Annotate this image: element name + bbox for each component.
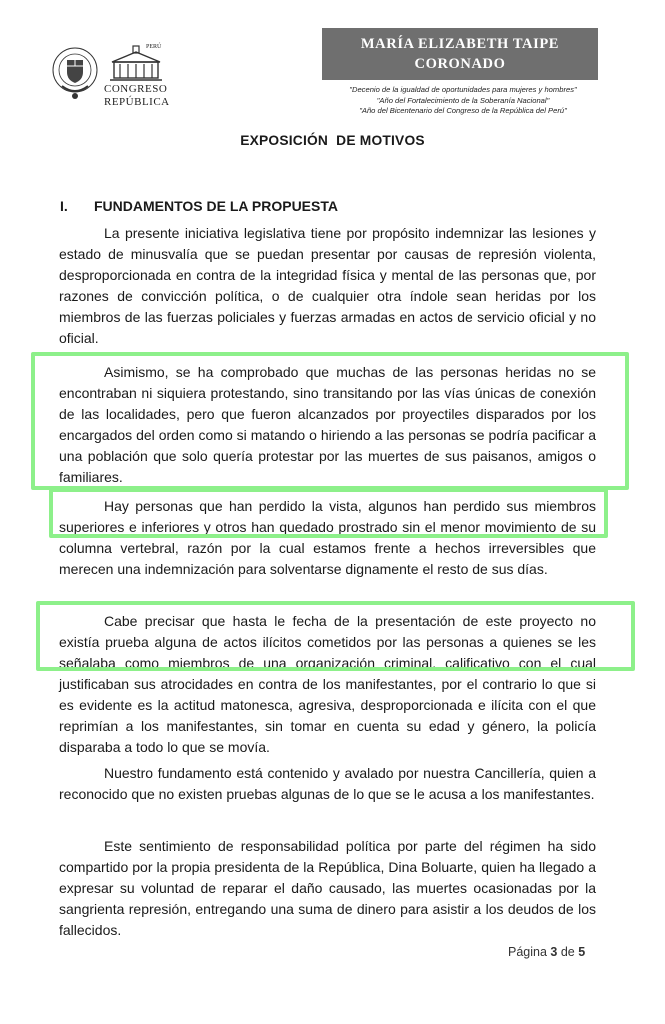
page-total: 5 (578, 945, 586, 959)
author-name-line-2: CORONADO (414, 56, 506, 72)
motto-line: "Decenio de la igualdad de oportunidades para mujeres y hombres" (349, 85, 577, 94)
section-title: FUNDAMENTOS DE LA PROPUESTA (94, 198, 338, 214)
author-name-line-1: MARÍA ELIZABETH TAIPE (360, 36, 560, 52)
logo-line1: CONGRESO (104, 83, 168, 95)
motto-line: "Año del Fortalecimiento de la Soberanía Nacional" (376, 95, 550, 105)
paragraph-6: Este sentimiento de responsabilidad política por parte del régimen ha sido compartido por la propia presidenta de la República, Dina Boluarte, quien ha llegado a expresar su voluntad de reparar el daño causado, las muertes ocasionadas por la sangrienta represión, entregando una suma de dinero para asistir a los deudos de los fallecidos. (59, 838, 596, 938)
page-label: Página (508, 945, 547, 959)
section-heading (60, 198, 338, 214)
page-number (508, 945, 585, 959)
motto-line: "Año del Bicentenario del Congreso de la República del Perú" (359, 106, 567, 116)
page-current: 3 (550, 945, 558, 959)
paragraph-3: Hay personas que han perdido la vista, algunos han perdido sus miembros superiores e inferiores y otros han quedado prostrado sin el menor movimiento de su columna vertebral, razón por la cual estamos frente a hechos irreversibles que merecen una indemnización para solventarse dignamente el resto de sus días. (59, 498, 596, 577)
logo-line2: REPÚBLICA (104, 96, 170, 108)
logo-country: PERÚ (146, 44, 162, 50)
official-mottos (318, 85, 608, 117)
congreso-republica-logo (104, 44, 172, 110)
section-number: I. (60, 198, 68, 214)
paragraph-2: Asimismo, se ha comprobado que muchas de las personas heridas no se encontraban ni siquiera protestando, sino transitando por las vías únicas de conexión de las localidades, pero que fueron alcanzados por proyectiles disparados por los encargados del orden como si matando o hiriendo a las personas se podría pacificar a una población que solo quería protestar por las muertes de sus paisanos, amigos o familiares. (59, 364, 596, 485)
document-title: EXPOSICIÓN DE MOTIVOS (240, 133, 425, 148)
paragraph-1: La presente iniciativa legislativa tiene por propósito indemnizar las lesiones y estado de minusvalía que se puedan presentar por causas de represión violenta, desproporcionada en contra de la integridad física y mental de las personas que, por razones de convicción política, o de cualquier otra índole sean heridas por los miembros de las fuerzas policiales y fuerzas armadas en actos de servicio oficial y no oficial. (59, 225, 596, 346)
page-of: de (560, 945, 575, 959)
peru-coat-of-arms-logo (50, 46, 100, 104)
paragraph-4: Cabe precisar que hasta le fecha de la presentación de este proyecto no existía prueba alguna de actos ilícitos cometidos por las personas a quienes se les señalaba como miembros de una organización criminal, calificativo con el cual justificaban sus atrocidades en contra de los manifestantes, por el contrario lo que si es evidente es la actitud matonesca, agresiva, desproporcionada e ilícita con el que reprimían a los manifestantes, sin tomar en cuenta su edad y género, la policía disparaba a todo lo que se movía. (59, 613, 596, 755)
author-name-banner (322, 28, 598, 80)
paragraph-5: Nuestro fundamento está contenido y avalado por nuestra Cancillería, quien a reconocido que no existen pruebas algunas de lo que se le acusa a los manifestantes. (59, 765, 596, 802)
